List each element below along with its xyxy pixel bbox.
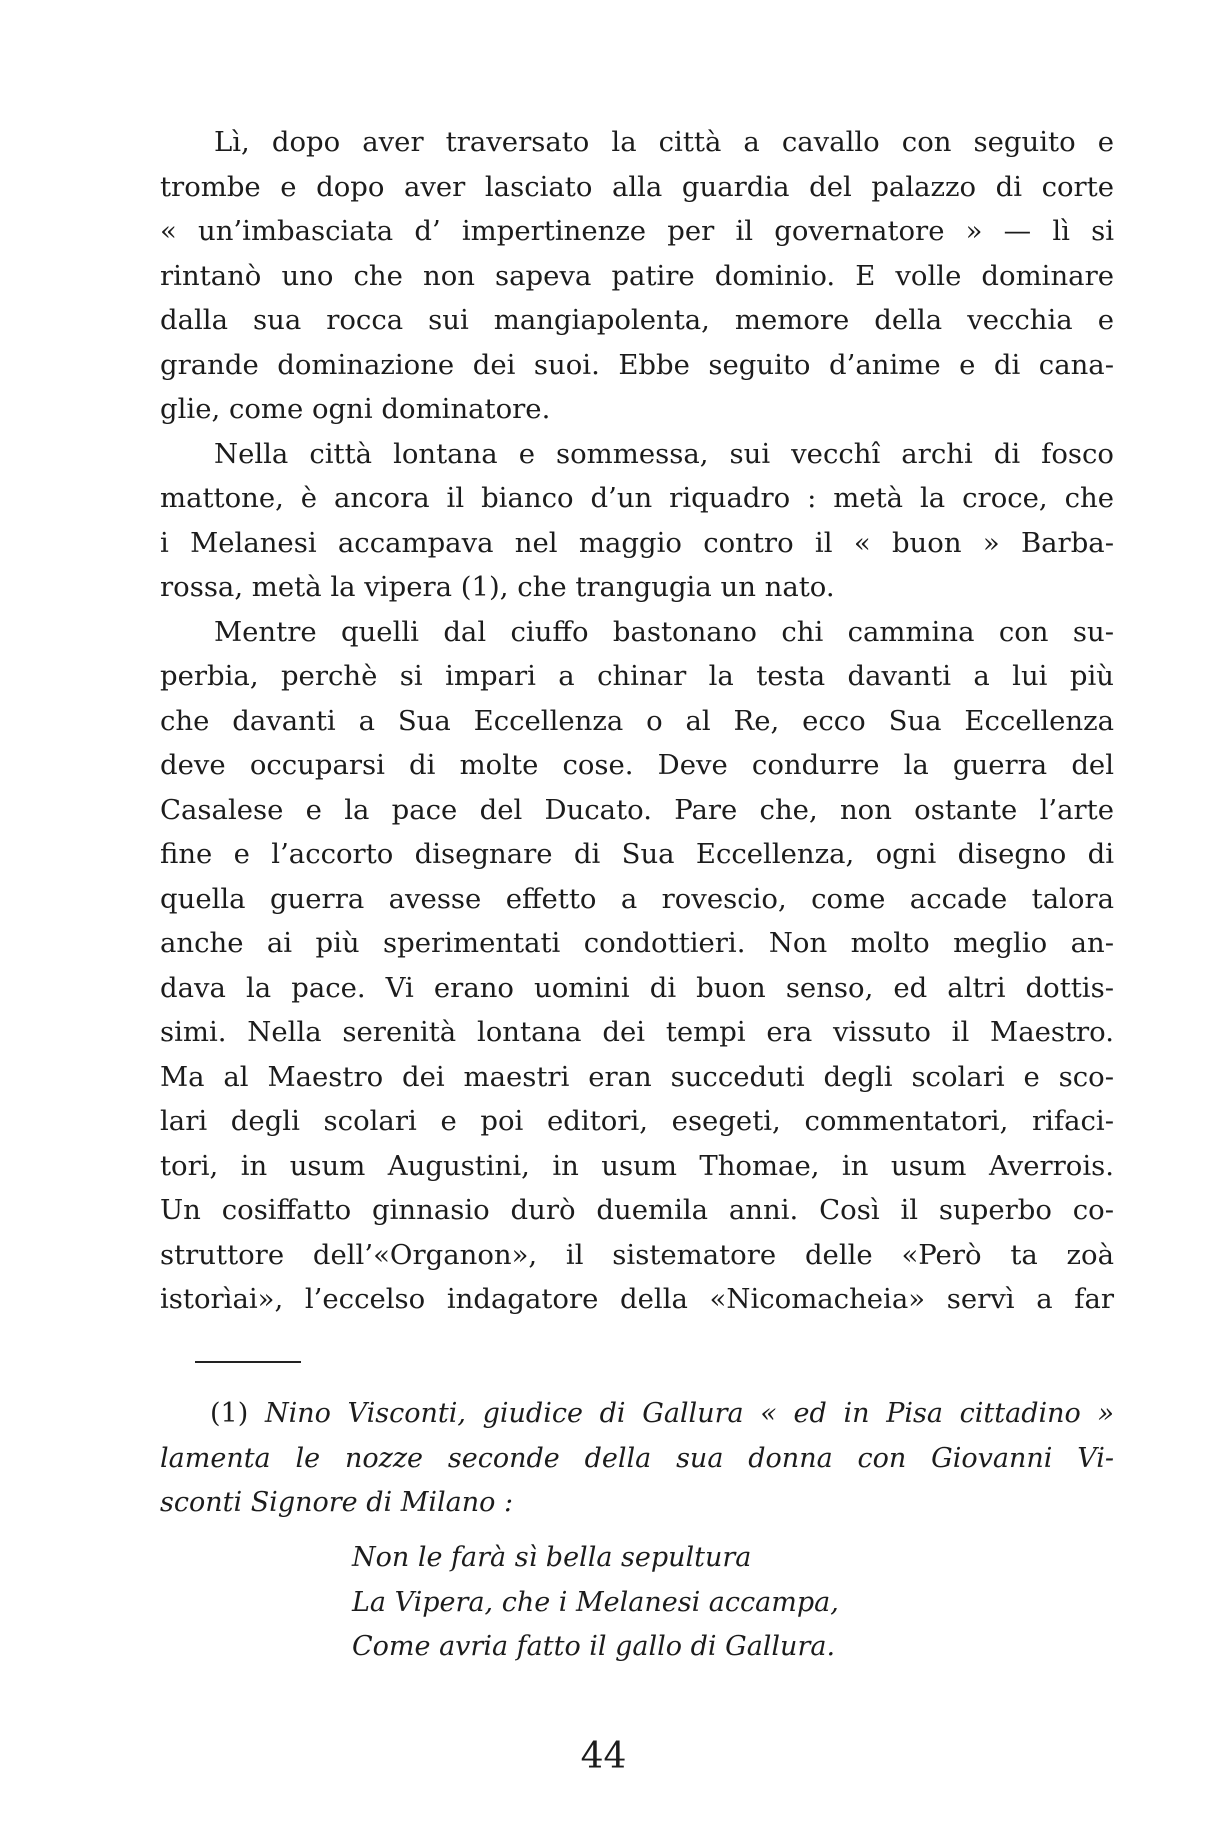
verse-line: Non le farà sì bella sepultura: [352, 1542, 752, 1573]
text-line: i Melanesi accampava nel maggio contro il « buon » Barba-: [160, 526, 1114, 559]
footnote-text: Nino Visconti, giudice di Gallura « ed in Pisa cittadino »: [264, 1398, 1114, 1429]
text-line: perbia, perchè si impari a chinar la testa davanti a lui più: [160, 660, 1114, 692]
footnote-marker: (1): [210, 1398, 249, 1429]
text-line: struttore dell’«Organon», il sistematore delle «Però ta zoà: [160, 1238, 1114, 1271]
text-line: Casalese e la pace del Ducato. Pare che, non ostante l’arte: [160, 793, 1114, 826]
text-line: glie, come ogni dominatore.: [160, 393, 551, 425]
main-text: [160, 120, 1114, 1322]
footnote-line: lamenta le nozze seconde della sua donna con Giovanni Vi-: [160, 1442, 1114, 1474]
text-line: grande dominazione dei suoi. Ebbe seguito d’anime e di cana-: [160, 348, 1114, 381]
text-line: « un’imbasciata d’ impertinenze per il governatore » — lì si: [160, 215, 1114, 247]
text-line: Un cosiffatto ginnasio durò duemila anni. Così il superbo co-: [160, 1194, 1114, 1226]
text-line: simi. Nella serenità lontana dei tempi era vissuto il Maestro.: [160, 1016, 1114, 1048]
text-line: Lì, dopo aver traversato la città a cavallo con seguito e: [214, 126, 1114, 158]
footnote-divider: [195, 1361, 301, 1363]
quoted-verse: [352, 1536, 1072, 1670]
text-line: dalla sua rocca sui mangiapolenta, memore della vecchia e: [160, 304, 1114, 336]
text-line: rintanò uno che non sapeva patire dominio. E volle dominare: [160, 259, 1114, 292]
text-line: quella guerra avesse effetto a rovescio, come accade talora: [160, 882, 1114, 915]
text-line: che davanti a Sua Eccellenza o al Re, ecco Sua Eccellenza: [160, 704, 1114, 737]
footnote: [160, 1392, 1114, 1526]
text-line: anche ai più sperimentati condottieri. Non molto meglio an-: [160, 927, 1114, 959]
text-line: deve occuparsi di molte cose. Deve condurre la guerra del: [160, 749, 1114, 781]
text-line: Nella città lontana e sommessa, sui vecchî archi di fosco: [214, 437, 1114, 470]
text-line: dava la pace. Vi erano uomini di buon senso, ed altri dottis-: [160, 971, 1114, 1004]
verse-line: Come avria fatto il gallo di Gallura.: [352, 1631, 836, 1662]
verse-line: La Vipera, che i Melanesi accampa,: [352, 1586, 839, 1618]
footnote-line: [160, 1392, 1114, 1437]
text-line: trombe e dopo aver lasciato alla guardia del palazzo di corte: [160, 170, 1114, 203]
text-line: istorìai», l’eccelso indagatore della «Nicomacheia» servì a far: [160, 1283, 1114, 1315]
text-line: fine e l’accorto disegnare di Sua Eccellenza, ogni disegno di: [160, 838, 1114, 870]
text-line: tori, in usum Augustini, in usum Thomae, in usum Averrois.: [160, 1149, 1114, 1182]
text-line: Mentre quelli dal ciuffo bastonano chi cammina con su-: [214, 615, 1114, 648]
text-line: lari degli scolari e poi editori, esegeti, commentatori, rifaci-: [160, 1105, 1114, 1137]
page-number: 44: [580, 1736, 627, 1777]
text-line: Ma al Maestro dei maestri eran succeduti degli scolari e sco-: [160, 1060, 1114, 1093]
text-line: mattone, è ancora il bianco d’un riquadro : metà la croce, che: [160, 482, 1114, 514]
text-line: rossa, metà la vipera (1), che trangugia un nato.: [160, 571, 835, 603]
footnote-line: sconti Signore di Milano :: [160, 1487, 514, 1518]
